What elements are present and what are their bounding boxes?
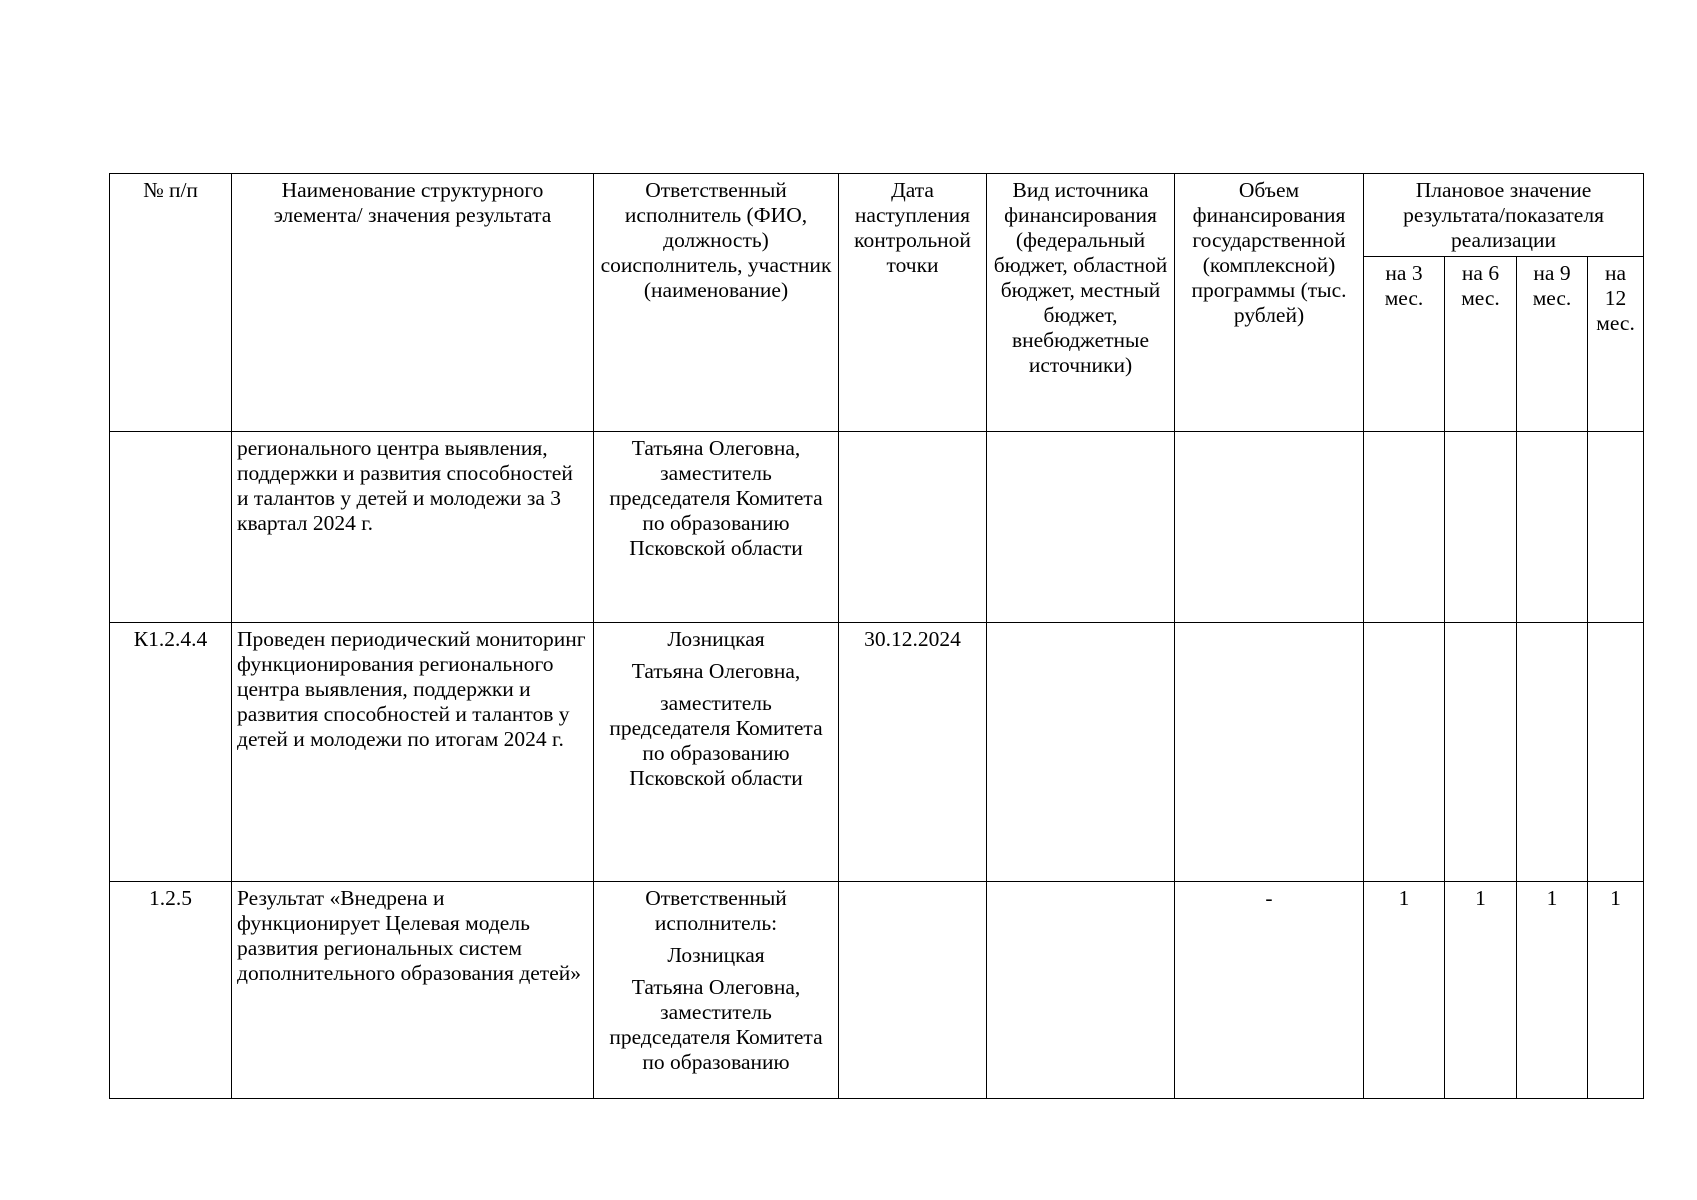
cell-m12: 1 xyxy=(1588,882,1644,1099)
header-plan: Плановое значение результата/показателя реализации xyxy=(1364,174,1644,257)
header-m12: на 12 мес. xyxy=(1588,257,1644,432)
header-m3: на 3 мес. xyxy=(1364,257,1445,432)
executor-line: Ответственный исполнитель: xyxy=(645,886,787,935)
table-row xyxy=(110,882,1644,1099)
cell-volume: - xyxy=(1175,882,1364,1099)
cell-m9 xyxy=(1517,623,1588,882)
header-date: Дата наступления контрольной точки xyxy=(839,174,987,432)
executor-line: Татьяна Олеговна, заместитель председателя Комитета по образованию xyxy=(609,975,823,1074)
cell-m6: 1 xyxy=(1445,882,1517,1099)
cell-num: 1.2.5 xyxy=(110,882,232,1099)
executor-line: Татьяна Олеговна, заместитель председателя Комитета по образованию Псковской области xyxy=(609,436,823,560)
cell-executor xyxy=(594,623,839,882)
cell-num xyxy=(110,432,232,623)
header-executor: Ответственный исполнитель (ФИО, должность) соисполнитель, участник (наименование) xyxy=(594,174,839,432)
cell-date xyxy=(839,882,987,1099)
header-num: № п/п xyxy=(110,174,232,432)
executor-line: Татьяна Олеговна, xyxy=(631,659,801,683)
cell-executor xyxy=(594,432,839,623)
cell-m3 xyxy=(1364,432,1445,623)
cell-name: Проведен периодический мониторинг функционирования регионального центра выявления, поддержки и развития способностей и талантов у детей и молодежи по итогам 2024 г. xyxy=(232,623,594,882)
cell-m6 xyxy=(1445,623,1517,882)
header-source: Вид источника финансирования (федеральный бюджет, областной бюджет, местный бюджет, внебюджетные источники) xyxy=(987,174,1175,432)
cell-name: регионального центра выявления, поддержки и развития способностей и талантов у детей и молодежи за 3 квартал 2024 г. xyxy=(232,432,594,623)
cell-m3 xyxy=(1364,623,1445,882)
cell-source xyxy=(987,882,1175,1099)
cell-m3: 1 xyxy=(1364,882,1445,1099)
cell-source xyxy=(987,623,1175,882)
table-row xyxy=(110,432,1644,623)
cell-date xyxy=(839,432,987,623)
cell-source xyxy=(987,432,1175,623)
header-m9: на 9 мес. xyxy=(1517,257,1588,432)
executor-line: заместитель председателя Комитета по образованию Псковской области xyxy=(609,691,823,790)
cell-m12 xyxy=(1588,432,1644,623)
executor-line: Лозницкая xyxy=(667,943,765,967)
cell-m9 xyxy=(1517,432,1588,623)
cell-m9: 1 xyxy=(1517,882,1588,1099)
cell-volume xyxy=(1175,623,1364,882)
header-volume: Объем финансирования государственной (комплексной) программы (тыс. рублей) xyxy=(1175,174,1364,432)
cell-date: 30.12.2024 xyxy=(839,623,987,882)
header-m6: на 6 мес. xyxy=(1445,257,1517,432)
cell-m12 xyxy=(1588,623,1644,882)
cell-name: Результат «Внедрена и функционирует Целевая модель развития региональных систем дополнительного образования детей» xyxy=(232,882,594,1099)
table-header-row xyxy=(110,174,1644,257)
implementation-plan-table xyxy=(109,173,1644,1099)
cell-num: К1.2.4.4 xyxy=(110,623,232,882)
table-row xyxy=(110,623,1644,882)
cell-volume xyxy=(1175,432,1364,623)
header-name: Наименование структурного элемента/ значения результата xyxy=(232,174,594,432)
cell-m6 xyxy=(1445,432,1517,623)
executor-line: Лозницкая xyxy=(667,627,765,651)
cell-executor xyxy=(594,882,839,1099)
